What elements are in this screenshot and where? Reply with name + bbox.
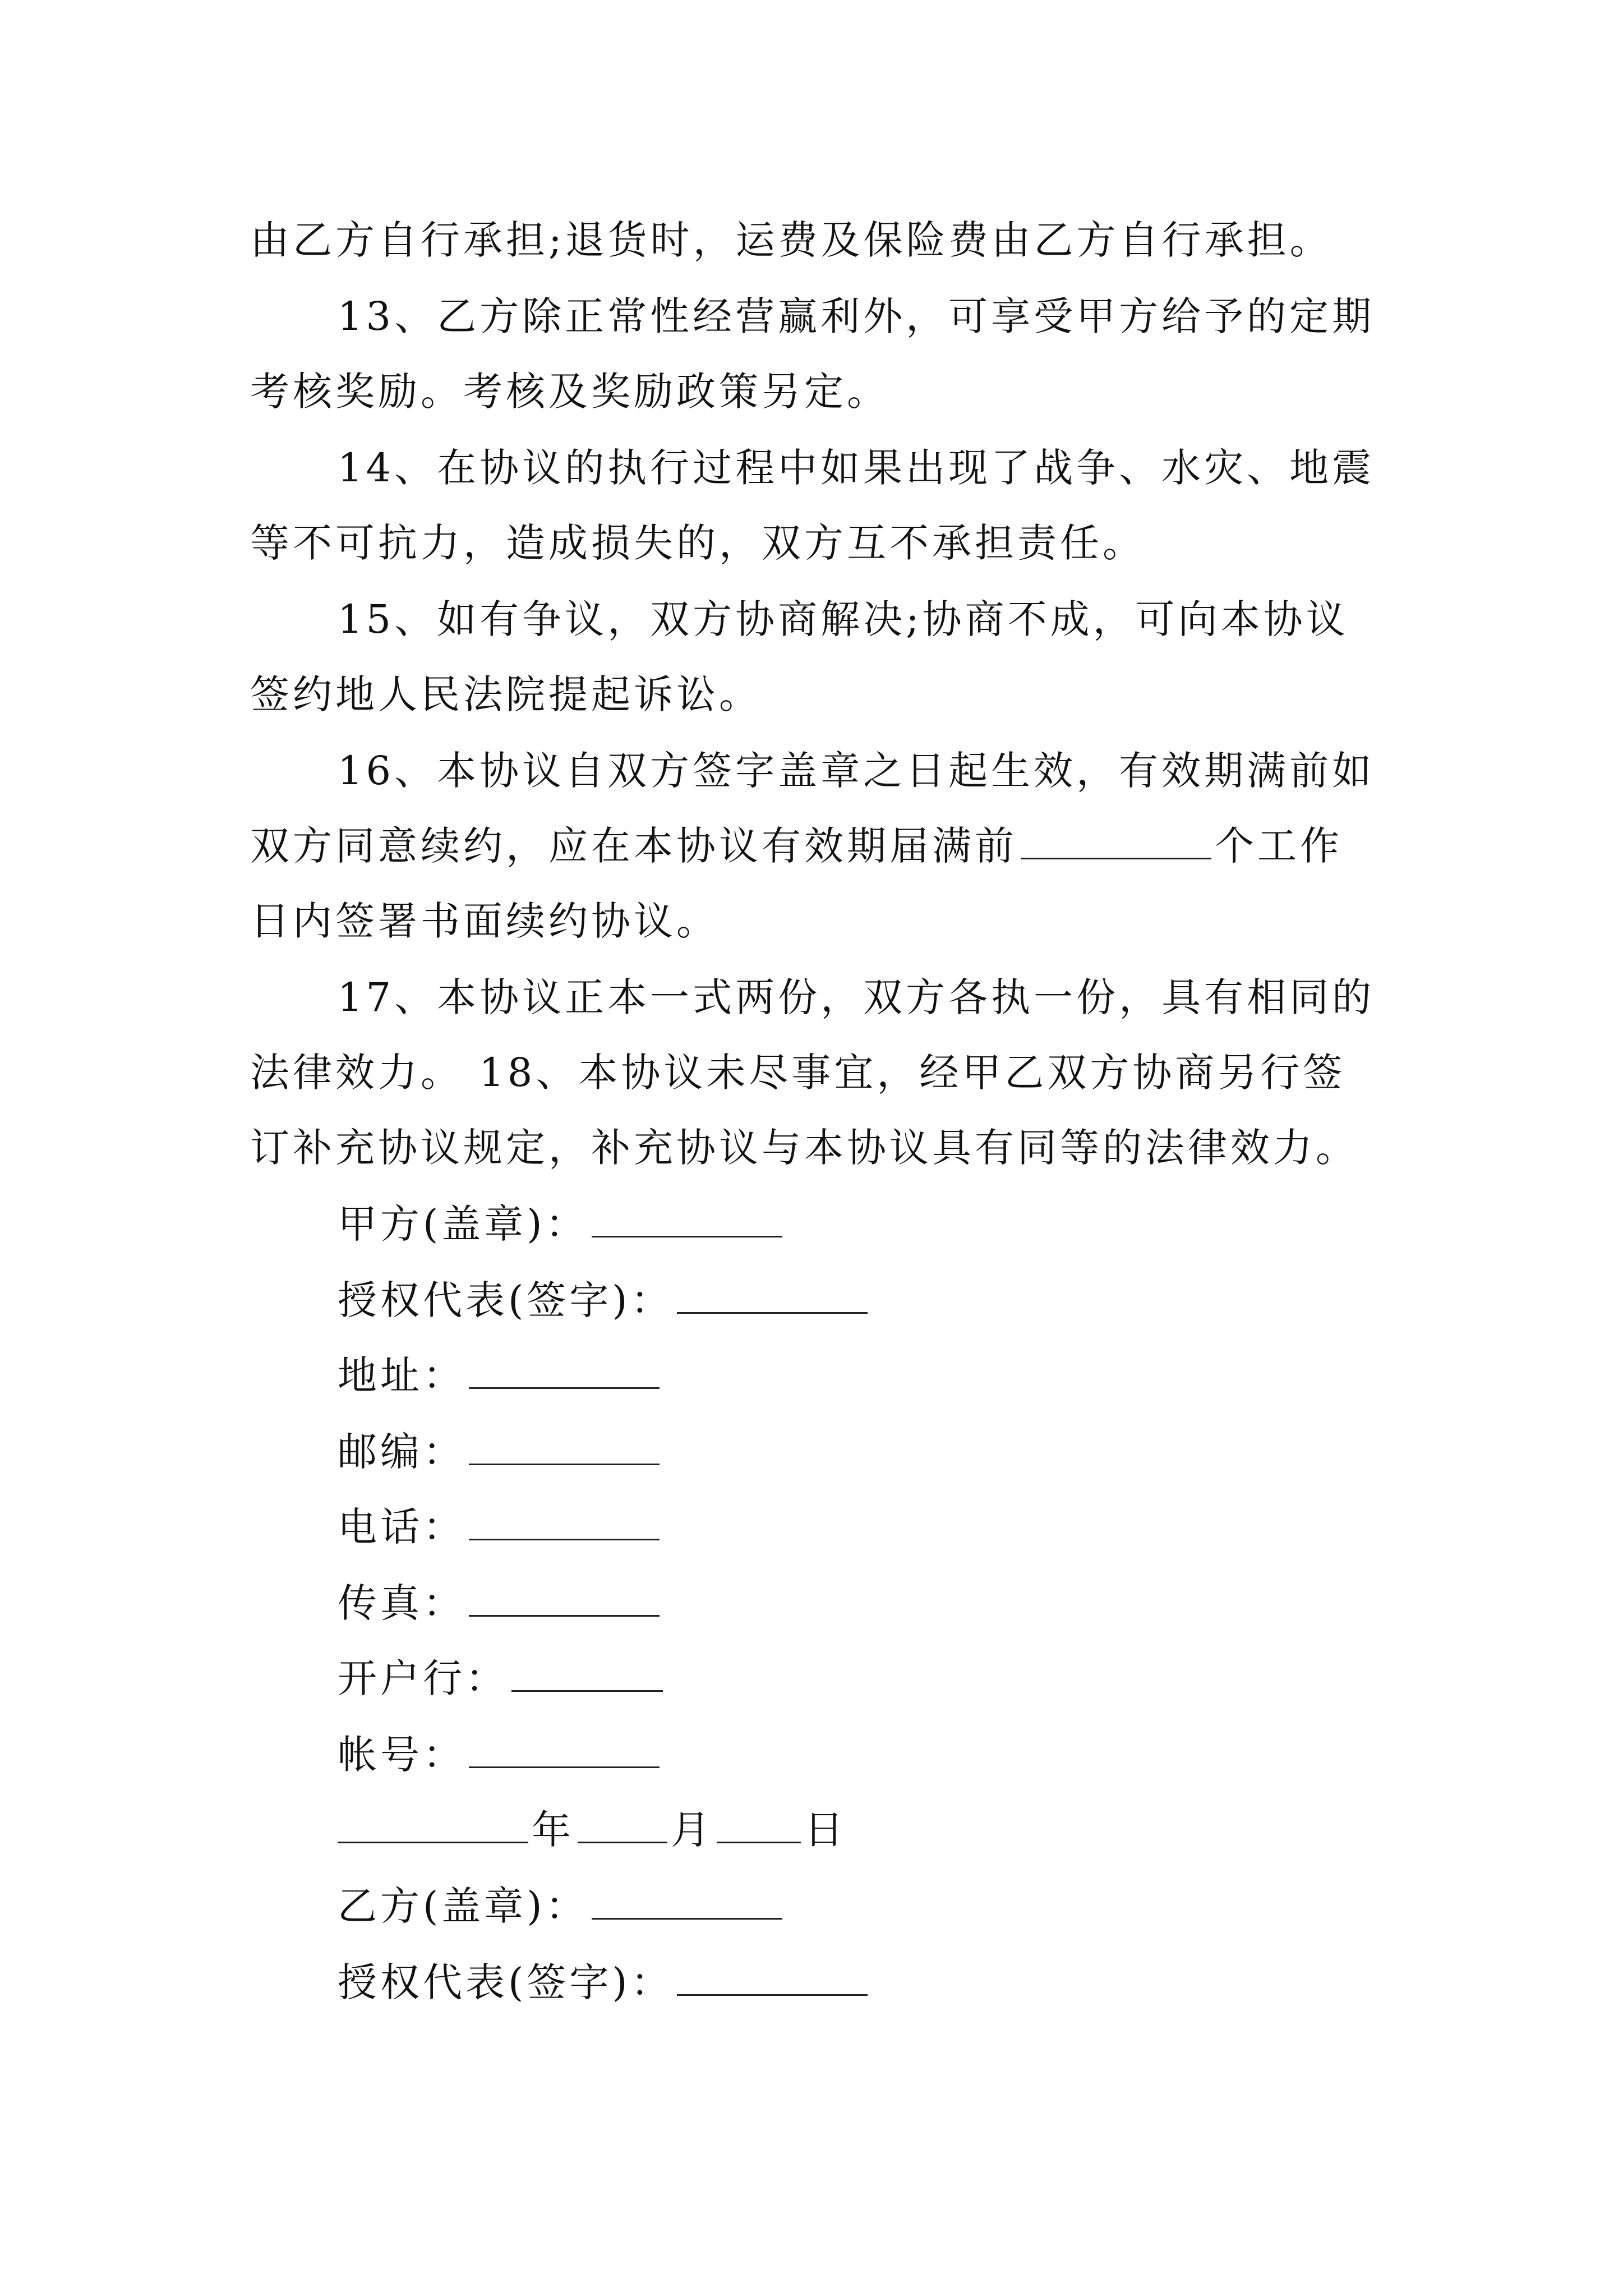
party-a-seal-blank[interactable] — [592, 1201, 782, 1237]
clause-15-line1: 15、如有争议，双方协商解决;协商不成，可向本协议 — [338, 596, 1349, 642]
party-a-phone-label: 电话： — [338, 1504, 465, 1550]
party-a-postcode-blank[interactable] — [469, 1429, 660, 1465]
clause-16-line2-text-a: 双方同意续约，应在本协议有效期届满前 — [250, 823, 1017, 869]
clause-17-line1: 17、本协议正本一式两份，双方各执一份，具有相同的 — [338, 974, 1375, 1020]
date-year-blank[interactable] — [338, 1807, 528, 1843]
party-a-seal-label: 甲方(盖章)： — [338, 1201, 588, 1247]
clause-15-line2: 签约地人民法院提起诉讼。 — [250, 671, 762, 717]
party-a-phone-row — [338, 1499, 663, 1555]
party-b-rep-row — [338, 1954, 871, 2010]
date-month-label: 月 — [671, 1807, 713, 1853]
party-a-address-label: 地址： — [338, 1352, 465, 1398]
party-a-postcode-row — [338, 1424, 663, 1480]
party-a-seal-row — [338, 1196, 786, 1252]
clause-13-line1: 13、乙方除正常性经营赢利外，可享受甲方给予的定期 — [338, 293, 1375, 339]
clause-16-line1: 16、本协议自双方签字盖章之日起生效，有效期满前如 — [338, 748, 1375, 794]
date-day-blank[interactable] — [717, 1807, 801, 1843]
party-a-account-label: 帐号： — [338, 1732, 465, 1778]
party-b-seal-row — [338, 1878, 786, 1934]
clause-14-line1: 14、在协议的执行过程中如果出现了战争、水灾、地震 — [338, 445, 1375, 491]
party-b-seal-label: 乙方(盖章)： — [338, 1883, 588, 1929]
party-b-rep-blank[interactable] — [677, 1959, 868, 1996]
party-a-rep-blank[interactable] — [677, 1277, 868, 1314]
party-a-rep-row — [338, 1272, 871, 1328]
party-a-account-blank[interactable] — [469, 1732, 660, 1768]
party-a-phone-blank[interactable] — [469, 1504, 660, 1540]
party-b-rep-label: 授权代表(签字)： — [338, 1959, 674, 2005]
party-a-rep-label: 授权代表(签字)： — [338, 1277, 674, 1323]
date-month-blank[interactable] — [578, 1807, 667, 1843]
clause-17-line3: 订补充协议规定，补充协议与本协议具有同等的法律效力。 — [250, 1125, 1358, 1171]
paragraph-12-tail: 由乙方自行承担;退货时，运费及保险费由乙方自行承担。 — [250, 217, 1332, 263]
clause-16-line2 — [250, 818, 1343, 874]
party-b-seal-blank[interactable] — [592, 1883, 782, 1920]
party-a-fax-row — [338, 1575, 663, 1631]
clause-16-line3: 日内签署书面续约协议。 — [250, 898, 719, 944]
party-a-bank-label: 开户行： — [338, 1655, 508, 1701]
date-year-label: 年 — [532, 1807, 574, 1853]
clause-16-line2-text-b: 个工作 — [1215, 823, 1343, 869]
renewal-days-blank[interactable] — [1021, 823, 1211, 859]
party-a-address-row — [338, 1347, 663, 1404]
party-a-fax-label: 传真： — [338, 1580, 465, 1626]
party-a-address-blank[interactable] — [469, 1352, 660, 1389]
date-day-label: 日 — [804, 1807, 847, 1853]
party-a-postcode-label: 邮编： — [338, 1429, 465, 1475]
party-a-bank-blank[interactable] — [511, 1655, 663, 1692]
clause-17-line2: 法律效力。 18、本协议未尽事宜，经甲乙双方协商另行签 — [250, 1050, 1346, 1096]
date-row — [338, 1802, 847, 1858]
party-a-account-row — [338, 1727, 663, 1783]
clause-13-line2: 考核奖励。考核及奖励政策另定。 — [250, 369, 889, 415]
party-a-fax-blank[interactable] — [469, 1580, 660, 1617]
party-a-bank-row — [338, 1650, 666, 1706]
clause-14-line2: 等不可抗力，造成损失的，双方互不承担责任。 — [250, 520, 1145, 566]
